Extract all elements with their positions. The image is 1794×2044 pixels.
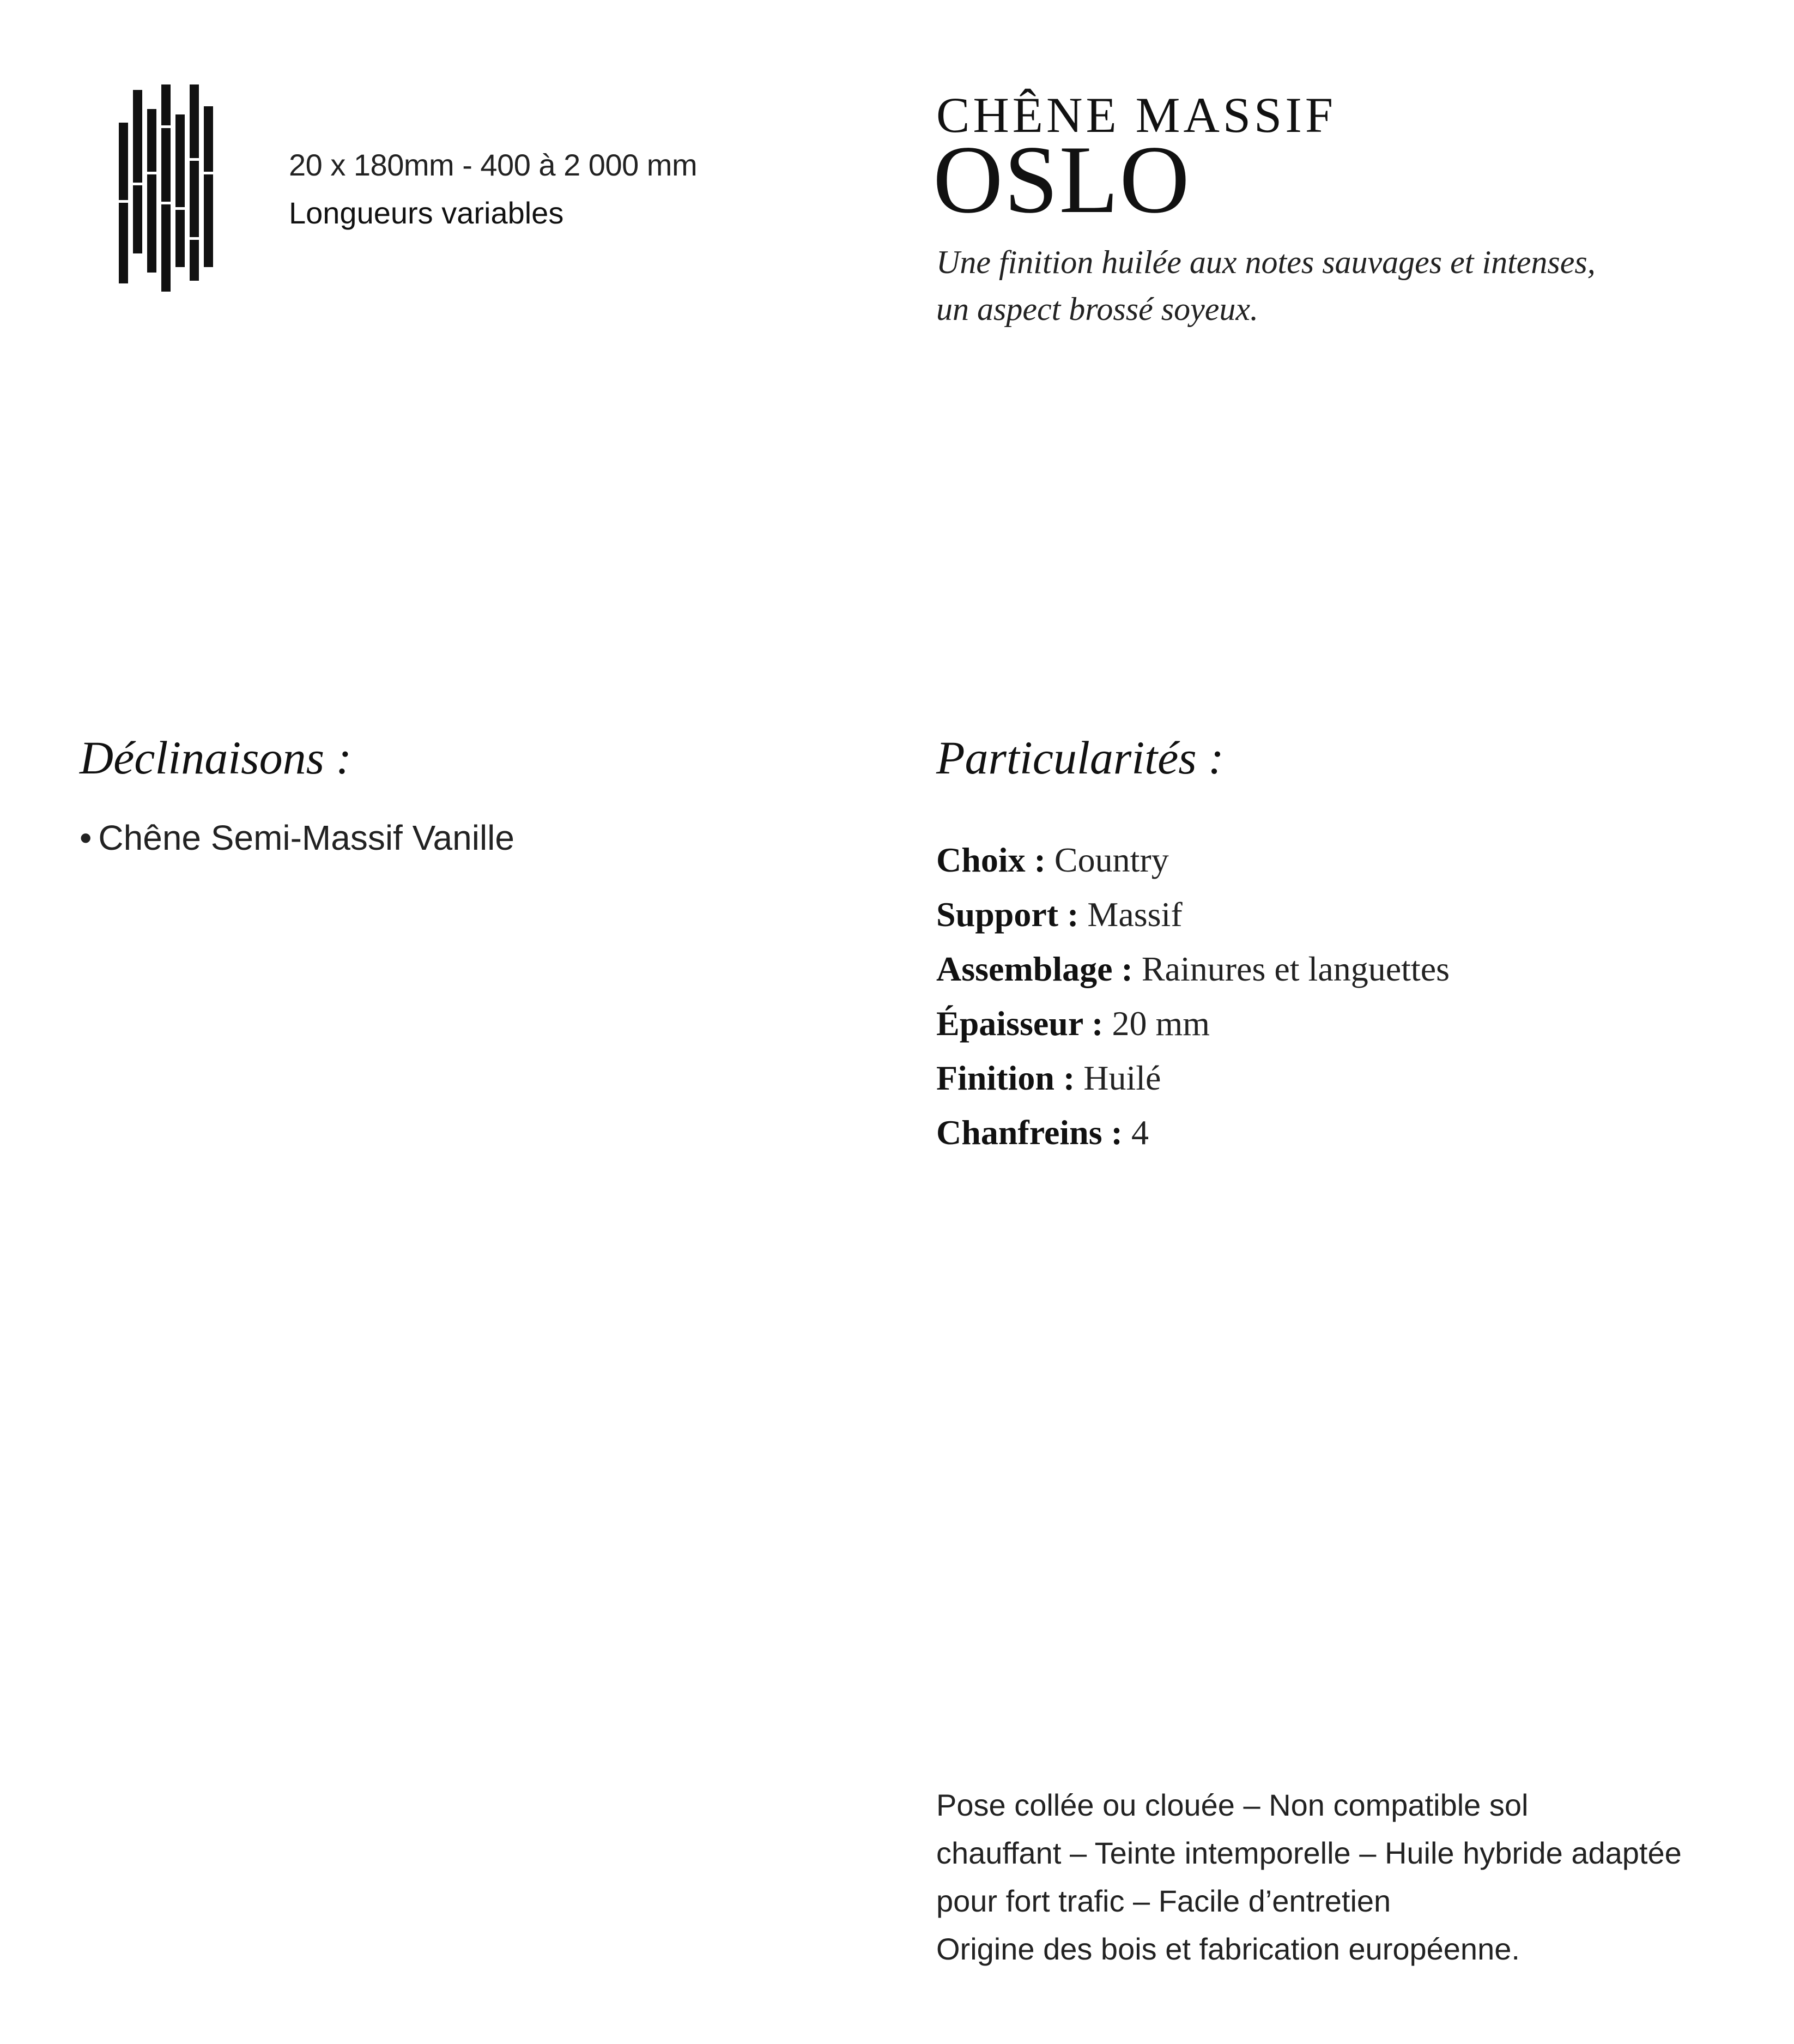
- declinaisons-title: Déclinaisons :: [80, 731, 352, 784]
- plank-pattern-icon: [114, 82, 223, 294]
- lengths-text: Longueurs variables: [289, 196, 564, 230]
- spec-value: Rainures et languettes: [1141, 950, 1450, 988]
- product-name: OSLO: [933, 125, 1191, 233]
- spec-row-assemblage: [936, 942, 1450, 996]
- particularites-title: Particularités :: [936, 731, 1224, 784]
- spec-row-finition: [936, 1051, 1450, 1105]
- specs-list: [936, 833, 1450, 1160]
- footer-line: chauffant – Teinte intemporelle – Huile hybride adaptée: [936, 1836, 1682, 1870]
- product-category: CHÊNE MASSIF: [936, 87, 1337, 143]
- product-features-footer: [936, 1781, 1682, 1973]
- list-item: • Chêne Semi-Massif Vanille: [80, 818, 514, 858]
- tagline-line: Une finition huilée aux notes sauvages et intenses,: [936, 244, 1596, 280]
- spec-value: 4: [1131, 1113, 1149, 1152]
- spec-label: Support :: [936, 895, 1079, 934]
- spec-label: Assemblage :: [936, 950, 1133, 988]
- spec-row-support: [936, 887, 1450, 942]
- dimensions-text: 20 x 180mm - 400 à 2 000 mm: [289, 148, 698, 182]
- tagline-line: un aspect brossé soyeux.: [936, 291, 1258, 327]
- spec-label: Épaisseur :: [936, 1004, 1104, 1043]
- spec-value: Huilé: [1083, 1059, 1161, 1097]
- product-tagline: [936, 239, 1596, 332]
- spec-label: Chanfreins :: [936, 1113, 1123, 1152]
- footer-line: Pose collée ou clouée – Non compatible sol: [936, 1788, 1529, 1822]
- spec-row-chanfreins: [936, 1105, 1450, 1160]
- spec-row-epaisseur: [936, 996, 1450, 1051]
- declinaisons-list: [80, 818, 514, 858]
- footer-line: Origine des bois et fabrication européenne.: [936, 1932, 1520, 1966]
- spec-value: Country: [1054, 840, 1169, 879]
- footer-line: pour fort trafic – Facile d’entretien: [936, 1884, 1391, 1918]
- spec-value: 20 mm: [1112, 1004, 1210, 1043]
- spec-label: Finition :: [936, 1059, 1075, 1097]
- spec-row-choix: [936, 833, 1450, 887]
- spec-value: Massif: [1087, 895, 1183, 934]
- spec-label: Choix :: [936, 840, 1046, 879]
